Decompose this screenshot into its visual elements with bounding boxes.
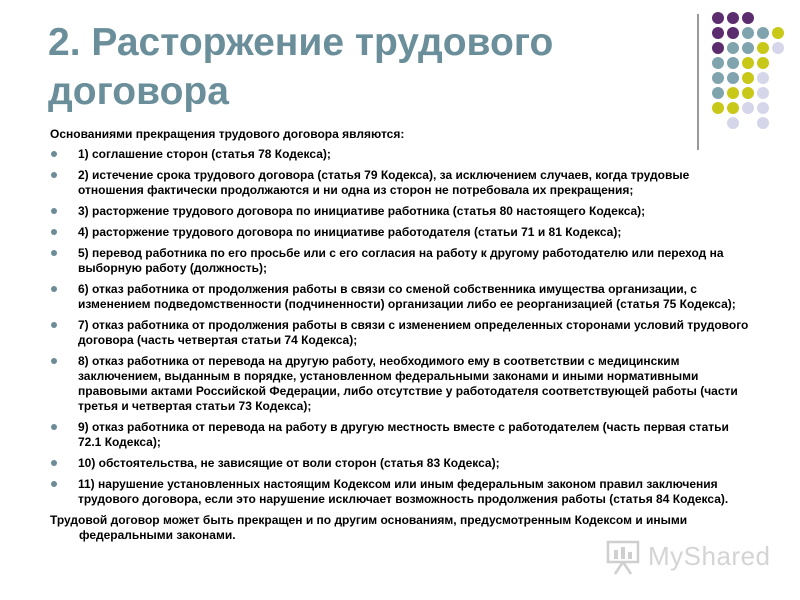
list-item: 10) обстоятельства, не зависящие от воли сторон (статья 83 Кодекса);	[50, 456, 755, 471]
dot	[757, 72, 769, 84]
dot	[712, 57, 724, 69]
watermark-logo	[605, 536, 775, 576]
dot	[742, 12, 754, 24]
dot	[742, 102, 754, 114]
dot	[742, 27, 754, 39]
dot	[727, 57, 739, 69]
list-item: 8) отказ работника от перевода на другую работу, необходимого ему в соответствии с медицинским заключением, выданным в порядке, установленном федеральными законами и иными нормативными правовыми актами Российской Федерации, либо отсутствие у работодателя соответствующей работы (части третья и четвертая статьи 73 Кодекса);	[50, 354, 755, 414]
dot	[772, 27, 784, 39]
dot	[757, 57, 769, 69]
dot	[712, 27, 724, 39]
grounds-list	[50, 147, 755, 507]
list-item: 1) соглашение сторон (статья 78 Кодекса);	[50, 147, 755, 162]
dot	[757, 117, 769, 129]
intro-text: Основаниями прекращения трудового договора являются:	[50, 127, 405, 141]
dot	[757, 42, 769, 54]
dot	[727, 27, 739, 39]
list-item: 3) расторжение трудового договора по инициативе работника (статья 80 настоящего Кодекса);	[50, 204, 755, 219]
dot	[742, 72, 754, 84]
dot	[712, 42, 724, 54]
dot	[742, 57, 754, 69]
dot	[757, 102, 769, 114]
slide-title: 2. Расторжение трудового договора	[48, 21, 554, 113]
list-item: 7) отказ работника от продолжения работы в связи с изменением определенных сторонами условий трудового договора (часть четвертая статьи 74 Кодекса);	[50, 318, 755, 348]
list-item: 5) перевод работника по его просьбе или с его согласия на работу к другому работодателю или переход на выборную работу (должность);	[50, 246, 755, 276]
list-item: 9) отказ работника от перевода на работу в другую местность вместе с работодателем (часть первая статьи 72.1 Кодекса);	[50, 420, 755, 450]
outro-text: Трудовой договор может быть прекращен и по другим основаниям, предусмотренным Кодексом и иными федеральными законами.	[50, 513, 688, 542]
dot	[727, 102, 739, 114]
dot	[742, 87, 754, 99]
list-item: 6) отказ работника от продолжения работы в связи со сменой собственника имущества организации, с изменением подведомственности (подчиненности) организации либо ее реорганизацией (статья 75 Кодекса);	[50, 282, 755, 312]
dot	[757, 87, 769, 99]
dot	[727, 72, 739, 84]
dot	[727, 87, 739, 99]
watermark-text: MyShared	[648, 541, 771, 571]
slide-body	[50, 127, 755, 548]
dot	[727, 12, 739, 24]
dot	[772, 42, 784, 54]
list-item: 2) истечение срока трудового договора (статья 79 Кодекса), за исключением случаев, когда трудовые отношения фактически продолжаются и ни одна из сторон не потребовала их прекращения;	[50, 168, 755, 198]
list-item: 11) нарушение установленных настоящим Кодексом или иным федеральным законом правил заключения трудового договора, если это нарушение исключает возможность продолжения работы (статья 84 Кодекса).	[50, 477, 755, 507]
dot	[712, 72, 724, 84]
dot	[712, 102, 724, 114]
list-item: 4) расторжение трудового договора по инициативе работодателя (статьи 71 и 81 Кодекса);	[50, 225, 755, 240]
dot	[757, 27, 769, 39]
dot	[712, 87, 724, 99]
dot	[742, 42, 754, 54]
dot	[727, 42, 739, 54]
presentation-board-icon	[605, 538, 643, 576]
dot	[712, 12, 724, 24]
